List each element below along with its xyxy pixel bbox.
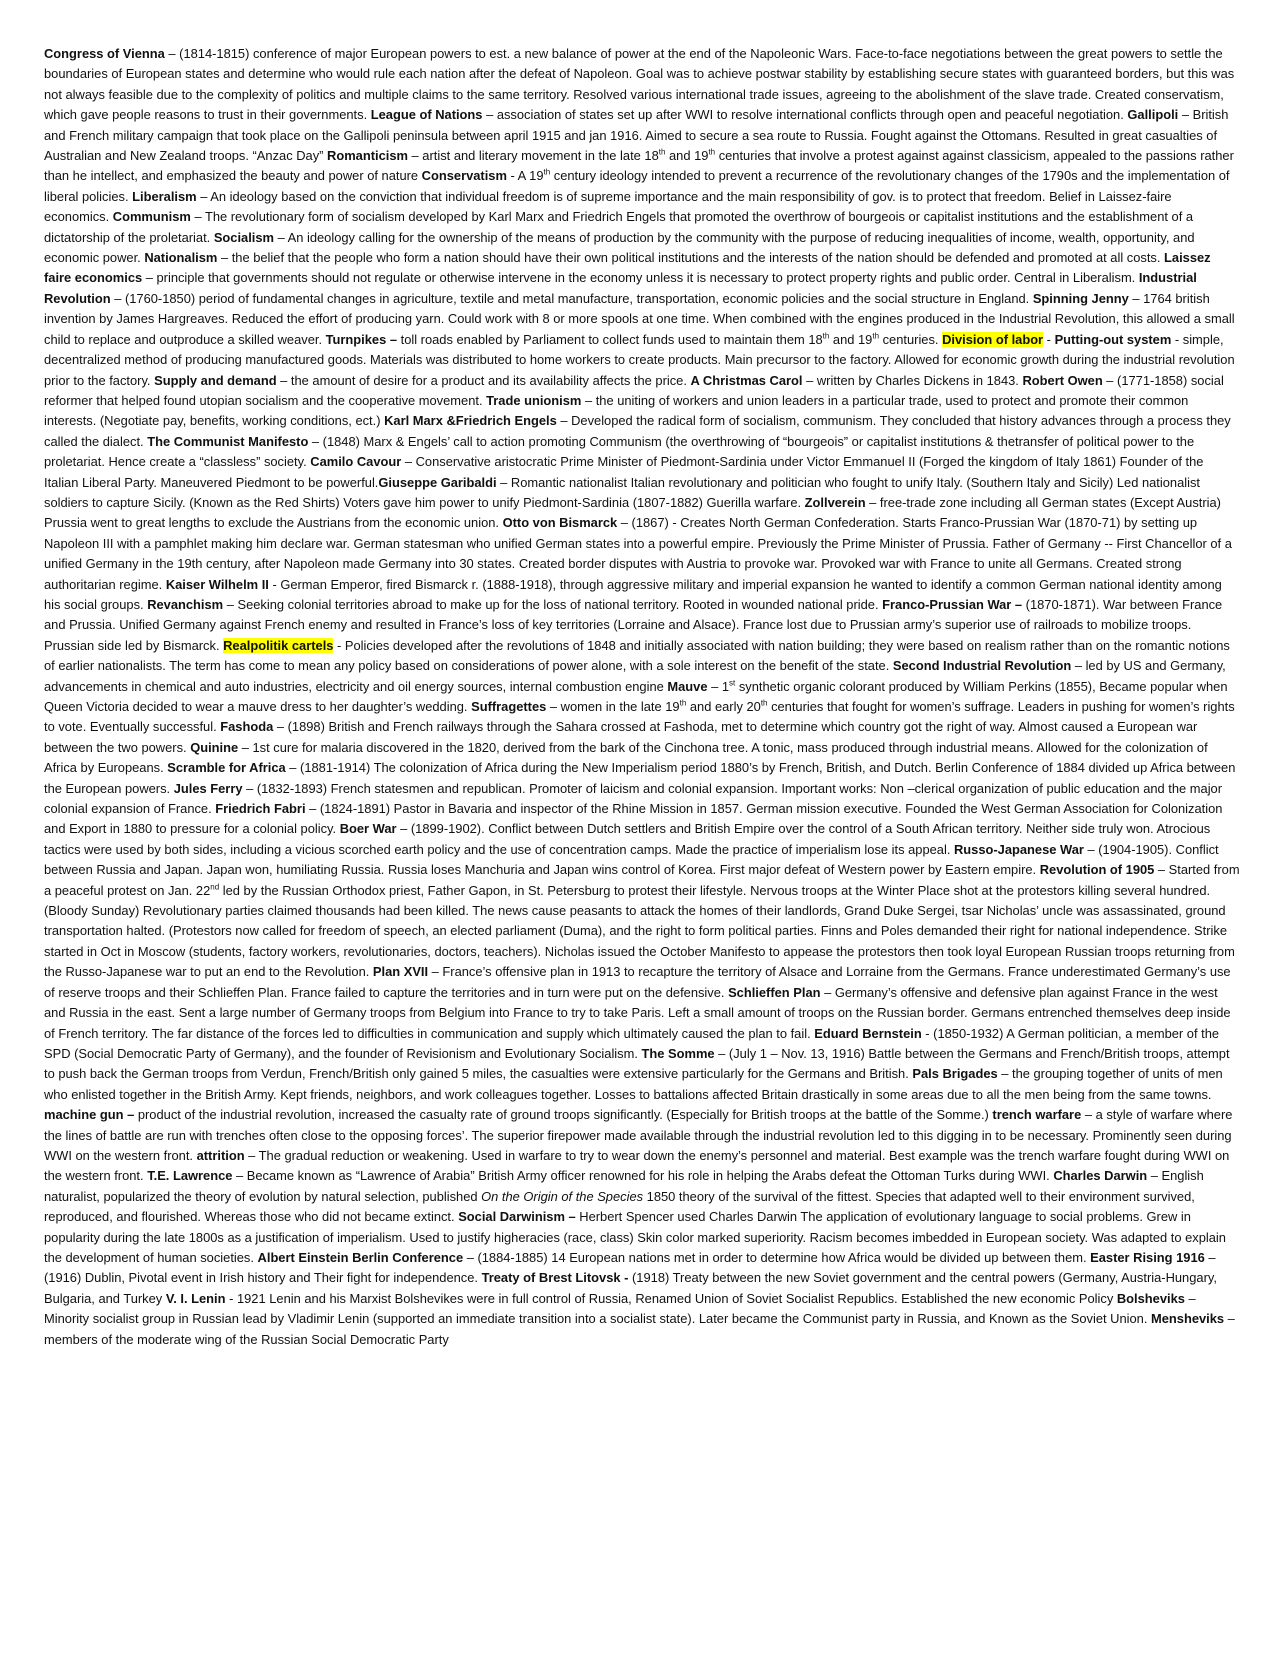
definition-text: – the belief that the people who form a nation should have their own political institutions and the interests of the nation should be defended and promoted at all costs.	[217, 250, 1165, 266]
term-heading: Industrial Revolution	[44, 270, 1197, 306]
ordinal-superscript: nd	[210, 882, 220, 892]
term-heading: The Somme	[641, 1045, 715, 1061]
term-heading: Quinine	[190, 739, 239, 755]
definition-text: synthetic organic colorant produced by William Perkins (1855), Became popular when Queen Victoria decided to wear a mauve dress to her daughter’s wedding.	[44, 678, 1228, 714]
definition-text: – women in the late 19	[546, 699, 680, 714]
definition-text: – 1764 british invention by James Hargreaves. Reduced the effort of producing yarn. Could work with 8 or more spools at one time. When combined with the engines produced in the Industrial Revolution, this allowed a small child to replace and outproduce a skilled weaver.	[44, 290, 1235, 347]
definition-text: - simple, decentralized method of producing manufactured goods. Materials was distributed to home workers to create products. Main precursor to the factory. Allowed for economic growth during the industrial revolution prior to the factory.	[44, 331, 1235, 388]
definition-text: – Germany’s offensive and defensive plan against France in the west and Russia in the east. Sent a large number of Germany troops from Belgium into France to try to take Paris. Left a small amount of troops on the Russian border. Germans entrenched themselves deep inside of French territory. The far distance of the forces led to difficulties in communication and supply which ultimately caused the plan to fail.	[44, 984, 1231, 1041]
definition-text: and 19	[665, 148, 709, 164]
definition-text: led by the Russian Orthodox priest, Father Gapon, in St. Petersburg to protest their lifestyle. Nervous troops at the Winter Place shot at the protestors killing several hundred. (Bloody Sunday) Revolutionary parties claimed thousands had been killed. The news cause peasants to attack the homes of their landlords, Grand Duke Sergei, tsar Nicholas’ uncle was assassinated, ground transportation halted. (Protestors now called for freedom of speech, an elected parliament (Duma), and the right to form political parties. Finns and Poles demanded their right for national independence. Strike started in Oct in Moscow (students, factory workers, revolutionaries, doctors, teachers). Nicholas issued the October Manifesto to appease the protestors then took loyal European Russian troops returning from the Russo-Japanese war to put an end to the Revolution.	[44, 882, 1235, 980]
definition-text: – (1771-1858) social reformer that helped found utopian socialism and the cooperative movement.	[44, 372, 1224, 408]
definition-text: - A 19	[506, 168, 544, 184]
ordinal-superscript: th	[658, 147, 666, 157]
term-heading: Social Darwinism –	[458, 1209, 576, 1225]
definition-text: – Developed the radical form of socialism, communism. They concluded that history advances through a process they called the dialect.	[44, 413, 1231, 449]
term-heading: Gallipoli	[1127, 107, 1179, 123]
term-heading: Putting-out system	[1054, 331, 1172, 347]
definition-text: and early 20	[686, 699, 761, 714]
highlighted-term: Realpolitik cartels	[223, 637, 334, 653]
term-heading: Russo-Japanese War	[953, 841, 1084, 857]
term-heading: Schlieffen Plan	[728, 984, 821, 1000]
definition-text: centuries that involve a protest against against classicism, appealed to the passions rather than he intellect, and emphasized the beauty and power of nature	[44, 148, 1234, 184]
term-heading: Friedrich Fabri	[215, 801, 306, 817]
definition-text: -	[1043, 331, 1055, 347]
term-heading: Laissez faire economics	[44, 250, 1211, 286]
term-heading: Scramble for Africa	[167, 760, 286, 776]
term-heading: Conservatism	[421, 168, 507, 184]
term-heading: Franco-Prussian War –	[882, 596, 1023, 612]
definition-text: – written by Charles Dickens in 1843.	[802, 372, 1023, 388]
ordinal-superscript: th	[822, 331, 830, 341]
definition-text: – (1832-1893) French statesmen and republican. Promoter of laicism and colonial expansion. Important works: Non –clerical organization of public education and the major colonial expansion of France.	[44, 780, 1223, 817]
ordinal-superscript: th	[679, 698, 687, 708]
term-heading: T.E. Lawrence	[147, 1168, 233, 1184]
term-heading: Spinning Jenny	[1032, 290, 1129, 306]
term-heading: Kaiser Wilhelm II	[165, 576, 269, 592]
definition-text: – (1848) Marx & Engels’ call to action promoting Communism (the overthrowing of “bourgeois” or capitalist institutions & thetransfer of political power to the proletariat. Hence create a “classless” society.	[44, 433, 1195, 470]
term-heading: A Christmas Carol	[690, 372, 803, 388]
term-heading: Second Industrial Revolution	[892, 658, 1072, 674]
definition-text: – association of states set up after WWI to resolve international conflicts through open and peaceful negotiation.	[482, 107, 1128, 123]
term-heading: Suffragettes	[471, 699, 547, 714]
term-heading: Mauve	[667, 678, 708, 694]
term-heading: Liberalism	[132, 188, 197, 204]
term-heading: Mensheviks	[1151, 1311, 1225, 1327]
term-heading: Trade unionism	[486, 392, 582, 408]
definition-text: – principle that governments should not regulate or otherwise intervene in the economy unless it is necessary to protect property rights and public order. Central in Liberalism.	[142, 270, 1139, 286]
term-heading: trench warfare	[992, 1107, 1082, 1123]
book-title: On the Origin of the Species	[481, 1188, 644, 1204]
term-heading: V. I. Lenin	[165, 1290, 226, 1306]
term-heading: Congress of Vienna	[44, 46, 165, 61]
definition-text: and 19	[829, 331, 873, 347]
term-heading: Fashoda	[220, 719, 274, 735]
term-heading: machine gun –	[44, 1107, 135, 1123]
definition-text: – (1824-1891) Pastor in Bavaria and inspector of the Rhine Mission in 1857. German mission executive. Founded the West German Association for Colonization and Export in 1880 to pressure for a colonial policy.	[44, 801, 1223, 837]
ordinal-superscript: th	[872, 331, 880, 341]
definition-text: – a style of warfare where the lines of battle are run with trenches often close to the opposing forces’. The superior firepower made available through the industrial revolution led to this digging in to be necessary. Prominently seen during WWI on the western front.	[44, 1107, 1233, 1163]
definition-text: – (1899-1902). Conflict between Dutch settlers and British Empire over the control of a South African territory. Neither side truly won. Atrocious tactics were used by both sides, including a vicious scorched earth policy and the use of concentration camps. Made the practice of imperialism lose its appeal.	[44, 821, 1211, 857]
definition-text: (1918) Treaty between the new Soviet government and the central powers (Germany, Austria-Hungary, Bulgaria, and Turkey	[44, 1270, 1217, 1306]
definition-text: – (1884-1885) 14 European nations met in order to determine how Africa would be divided up between them.	[463, 1249, 1091, 1265]
definition-text: – (1881-1914) The colonization of Africa during the New Imperialism period 1880’s by French, British, and Dutch. Berlin Conference of 1884 divided up Africa between the European powers.	[44, 760, 1236, 796]
term-heading: attrition	[196, 1147, 245, 1163]
definition-text: – led by US and Germany, advancements in chemical and auto industries, electricity and oil energy sources, internal combustion engine	[44, 658, 1226, 694]
definition-text: – (1898) British and French railways through the Sahara crossed at Fashoda, met to determine which country got the right of way. Almost caused a European war between the two powers.	[44, 719, 1198, 755]
term-heading: Albert Einstein Berlin Conference	[257, 1249, 464, 1265]
definition-text: – Conservative aristocratic Prime Minister of Piedmont-Sardinia under Victor Emmanuel II (Forged the kingdom of Italy 1861) Founder of the Italian Liberal Party. Maneuvered Piedmont to be powerful.	[44, 454, 1204, 490]
term-heading: Easter Rising 1916	[1090, 1249, 1205, 1265]
term-heading: Boer War	[339, 821, 397, 837]
definition-text: – British and French military campaign that took place on the Gallipoli peninsula between april 1915 and jan 1916. Aimed to secure a sea route to Russia. Fought against the Ottomans. Resulted in great casualties of Australian and New Zealand troops. “Anzac Day”	[44, 107, 1229, 164]
definition-text: – Became known as “Lawrence of Arabia” British Army officer renowned for his role in helping the Arabs defeat the Ottoman Turks during WWI.	[232, 1168, 1054, 1184]
definition-text: – (July 1 – Nov. 13, 1916) Battle between the Germans and French/British troops, attempt to push back the German troops from Verdun, French/British only gained 5 miles, the casualties were extensive particularly for the Germans and British.	[44, 1045, 1230, 1082]
definition-text: – (1904-1905). Conflict between Russia and Japan. Japan won, humiliating Russia. Russia loses Manchuria and Japan wins control of Korea. First major defeat of Western power by Eastern empire.	[44, 841, 1219, 878]
term-heading: Turnpikes –	[325, 331, 398, 347]
highlighted-term: Division of labor	[942, 331, 1044, 347]
definition-text: - German Emperor, fired Bismarck r. (1888-1918), through aggressive military and imperial expansion he wanted to identify a common German national identity among his social groups.	[44, 576, 1222, 612]
term-heading: Karl Marx &Friedrich Engels	[384, 413, 557, 429]
definition-text: - (1850-1932) A German politician, a member of the SPD (Social Democratic Party of Germany), and the founder of Revisionism and Evolutionary Socialism.	[44, 1025, 1220, 1061]
term-heading: Romanticism	[327, 148, 408, 164]
term-heading: Supply and demand	[154, 372, 277, 388]
term-heading: Jules Ferry	[173, 780, 243, 796]
ordinal-superscript: th	[708, 147, 716, 157]
definition-text: centuries.	[879, 331, 943, 347]
definition-text: century ideology intended to prevent a recurrence of the revolutionary changes of the 1790s and the implementation of liberal policies.	[44, 168, 1230, 204]
definition-text: toll roads enabled by Parliament to collect funds used to maintain them 18	[397, 331, 823, 347]
definition-text: – (1814-1815) conference of major European powers to est. a new balance of power at the end of the Napoleonic Wars. Face-to-face negotiations between the great powers to settle the boundaries of European states and determine who would rule each nation after the defeat of Napoleon. Goal was to achieve postwar stability by establishing secure states with guaranteed borders, but this was not always feasible due to the complexity of politics and multiple claims to the same territory. Resolved various international trade issues, agreeing to the abolishment of the slave trade. Created conservatism, which gave people reasons to trust in their governments.	[44, 46, 1235, 123]
term-heading: Bolsheviks	[1116, 1290, 1185, 1306]
definition-text: - 1921 Lenin and his Marxist Bolshevikes were in full control of Russia, Renamed Union of Soviet Socialist Republics. Established the new economic Policy	[225, 1290, 1117, 1306]
definition-text: – members of the moderate wing of the Russian Social Democratic Party	[44, 1311, 1235, 1347]
term-heading: Treaty of Brest Litovsk -	[481, 1270, 629, 1286]
term-heading: The Communist Manifesto	[147, 433, 309, 449]
definition-text: – An ideology calling for the ownership of the means of production by the community with the purpose of reducing inequalities of income, wealth, opportunity, and economic power.	[44, 229, 1195, 266]
definition-text: – (1760-1850) period of fundamental changes in agriculture, textile and metal manufacture, transportation, economic policies and the social structure in England.	[110, 290, 1033, 306]
definition-text: – Seeking colonial territories abroad to make up for the loss of national territory. Rooted in wounded national pride.	[223, 596, 883, 612]
term-heading: Plan XVII	[372, 964, 429, 980]
definition-text: (1870-1871). War between France and Prussia. Unified Germany against French enemy and resulted in France’s loss of key territories (Lorraine and Alsace). France lost due to Prussian army’s superior use of railroads to mobilize troops. Prussian side led by Bismarck.	[44, 596, 1223, 653]
definition-text: – the amount of desire for a product and its availability affects the price.	[276, 372, 691, 388]
term-heading: Communism	[112, 209, 191, 225]
definition-text: – 1st cure for malaria discovered in the 1820, derived from the bark of the Cinchona tree. A tonic, mass produced through industrial means. Allowed for the colonization of Africa by Europeans.	[44, 739, 1208, 776]
definition-text: – Started from a peaceful protest on Jan. 22	[44, 862, 1240, 898]
term-heading: Camilo Cavour	[310, 454, 402, 470]
ordinal-superscript: th	[543, 168, 551, 178]
definition-text: – (1916) Dublin, Pivotal event in Irish history and Their fight for independence.	[44, 1249, 1216, 1286]
definition-text: centuries that fought for women’s suffrage. Leaders in pushing for women’s rights to vote. Eventually successful.	[44, 699, 1235, 735]
ordinal-superscript: st	[729, 678, 736, 688]
definition-text: – Minority socialist group in Russian lead by Vladimir Lenin (supported an immediate transition into a socialist state). Later became the Communist party in Russia, and Known as the Soviet Union.	[44, 1290, 1196, 1327]
definition-text: 1850 theory of the survival of the fittest. Species that adapted well to their environment survived, reproduced, and flourished. Whereas those who did not became extinct.	[44, 1188, 1195, 1225]
definition-text: Herbert Spencer used Charles Darwin The application of evolutionary language to social problems. Grew in popularity during the late 1800s as a justification of imperialism. Used to justify higheracies (race, class) Skin color marked superiority. Racism becomes imbedded in European society. Was adapted to explain the development of human societies.	[44, 1209, 1226, 1265]
term-heading: Socialism	[213, 229, 275, 245]
definition-text: – An ideology based on the conviction that individual freedom is of supreme importance and the main responsibility of gov. is to protect that freedom. Belief in Laissez-faire economics.	[44, 188, 1172, 225]
definition-text: – artist and literary movement in the late 18	[407, 148, 659, 164]
term-heading: Nationalism	[144, 250, 218, 266]
term-heading: Pals Brigades	[912, 1066, 998, 1082]
definition-text: – The gradual reduction or weakening. Used in warfare to try to wear down the enemy’s personnel and material. Best example was the trench warfare fought during WWI on the western front.	[44, 1147, 1230, 1184]
document-body	[44, 44, 1240, 1350]
definition-text: – The revolutionary form of socialism developed by Karl Marx and Friedrich Engels that promoted the overthrow of bourgeois or capitalist institutions and the establishment of a dictatorship of the proletariat.	[44, 209, 1194, 245]
definition-text: – Romantic nationalist Italian revolutionary and politician who fought to unify Italy. (Southern Italy and Sicily) Led nationalist soldiers to capture Sicily. (Known as the Red Shirts) Voters gave him power to unify Piedmont-Sardinia (1807-1882) Guerilla warfare.	[44, 474, 1201, 510]
term-heading: Zollverein	[804, 494, 866, 510]
term-heading: Eduard Bernstein	[814, 1025, 922, 1041]
definition-text: – English naturalist, popularized the theory of evolution by natural selection, published	[44, 1168, 1204, 1204]
definition-text: product of the industrial revolution, increased the casualty rate of ground troops significantly. (Especially for British troops at the battle of the Somme.)	[134, 1107, 993, 1123]
definition-text: – the grouping together of units of men who enlisted together in the British Army. Kept friends, neighbors, and work colleagues together. Losses to battalions affected Britain drastically in some areas due to all the men being from the same towns.	[44, 1066, 1223, 1102]
term-heading: League of Nations	[370, 107, 483, 123]
term-heading: Giuseppe Garibaldi	[378, 474, 497, 490]
term-heading: Otto von Bismarck	[502, 515, 618, 531]
definition-text: - Policies developed after the revolutions of 1848 and initially associated with nation building; they were based on realism rather than on the romantic notions of earlier nationalists. The term has come to mean any policy based on considerations of power alone, with a sole interest on the benefit of the state.	[44, 637, 1230, 674]
term-heading: Revanchism	[147, 596, 224, 612]
definition-text: – the uniting of workers and union leaders in a particular trade, used to protect and promote their common interests. (Negotiate pay, benefits, working conditions, ect.)	[44, 392, 1189, 429]
definition-text: – 1	[707, 678, 730, 694]
definition-text: – France’s offensive plan in 1913 to recapture the territory of Alsace and Lorraine from the Germans. France underestimated Germany’s use of reserve troops and their Schlieffen Plan. France failed to capture the territories and in turn were put on the defensive.	[44, 964, 1231, 1000]
ordinal-superscript: th	[760, 698, 768, 708]
term-heading: Revolution of 1905	[1039, 862, 1155, 878]
definition-text: – free-trade zone including all German states (Except Austria) Prussia went to great lengths to exclude the Austrians from the economic union.	[44, 494, 1221, 531]
term-heading: Charles Darwin	[1053, 1168, 1148, 1184]
term-heading: Robert Owen	[1022, 372, 1103, 388]
definition-text: – (1867) - Creates North German Confederation. Starts Franco-Prussian War (1870-71) by setting up Napoleon III with a pamphlet making him declare war. German statesman who unified German states into a powerful empire. Previously the Prime Minister of Prussia. Father of Germany -- First Chancellor of a unified Germany in the 19th century, after Napoleon made Germany into 30 states. Created border disputes with Austria to provoke war. Provoked war with France to unite all Germans. Created strong authoritarian regime.	[44, 515, 1232, 592]
